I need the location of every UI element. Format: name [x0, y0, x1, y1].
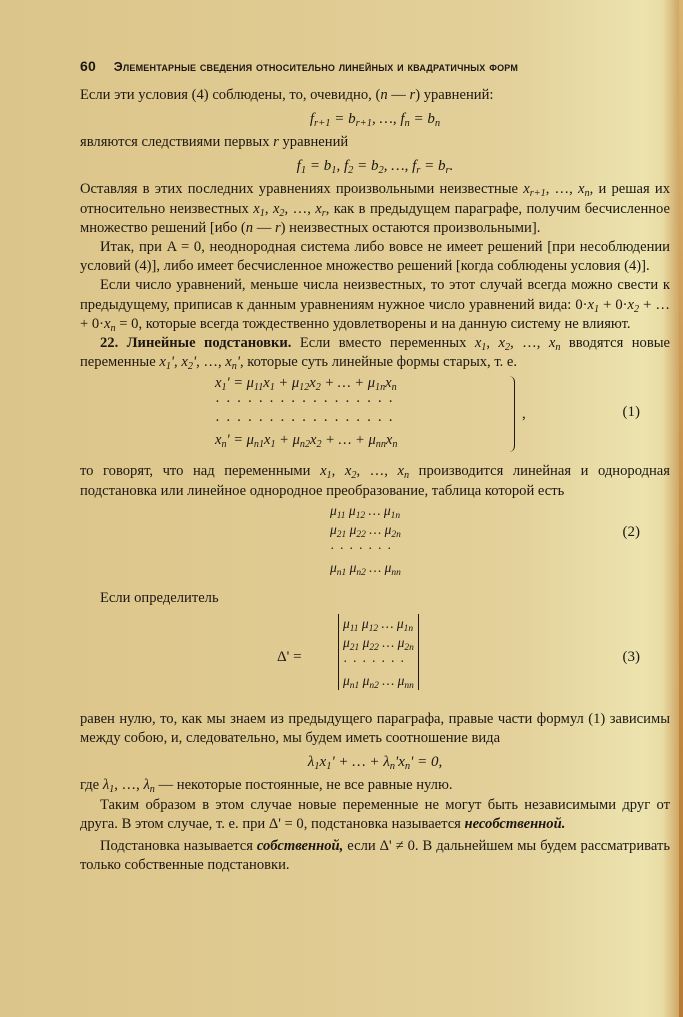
page-edge	[679, 0, 683, 1017]
determinant-3: Δ' = $\mu_{11}$ $\mu_{12}$ … $\mu_{1n}$ $\mu_{21}$ $\mu_{22}$ … $\mu_{2n}$ ······· $\mu_{n1}$ $\mu_{n2}$ … $\mu_{nn}$ (3)	[277, 616, 640, 692]
system-row-first: $x_1' = \mu_{11}x_1 + \mu_{12}x_2$ + … + $\mu_{1n}x_n$	[215, 375, 397, 394]
book-page	[80, 58, 670, 875]
paragraph-improper: Таким образом в этом случае новые переменные не могут быть независимыми друг от друга. В этом случае, т. е. при Δ' = 0, подстановка называется несобственной.	[80, 796, 670, 832]
equation-number-2: (2)	[622, 523, 640, 540]
term-proper: собственной,	[256, 838, 344, 855]
equation-system-1: $x_1' = \mu_{11}x_1 + \mu_{12}x_2$ + … + $\mu_{1n}x_n$ ················· ················· $x_n' = \mu_{n1}x_1 + \mu_{n2}x_2$ + … + $\mu_{nn}x_n$ , (1)	[215, 375, 640, 451]
paragraph-arbitrary-unknowns: Оставляя в этих последних уравнениях произвольными неизвестные $x_{r+1}$, …, $x_n$, и решая их относительно неизвестных $x_1$, $x_2$, …, $x_r$, как в предыдущем параграфе, получим бесчисленное множество решений [ибо (n — r) неизвестных остаются произвольными].	[80, 181, 671, 236]
equation-number-3: (3)	[622, 649, 640, 666]
system-dots: ·················	[215, 413, 400, 430]
right-brace	[508, 376, 515, 452]
equation-dependence: $\lambda_1x_1'$ + … + $\lambda_n'x_n' = 0$,	[307, 754, 443, 773]
running-title: Элементарные сведения относительно линейных и квадратичных форм	[113, 60, 519, 74]
equation-first-r: $f_1 = b_1$, $f_2 = b_2$, …, $f_r = b_r$.	[296, 158, 454, 177]
paragraph-lambda-constants: где $\lambda_1$, …, $\lambda_n$ — некоторые постоянные, не все равные нулю.	[80, 777, 453, 796]
paragraph-consequences: являются следствиями первых r уравнений	[80, 134, 349, 151]
paragraph-zero-determinant: равен нулю, то, как мы знаем из предыдущего параграфа, правые части формул (1) зависимы между собою, и, следовательно, мы будем иметь соотношение вида	[80, 711, 670, 747]
paragraph-summary: Итак, при A = 0, неоднородная система либо вовсе не имеет решений [при несоблюдении условий (4)], либо имеет бесчисленное множество решений [когда соблюдены условия (4)].	[80, 239, 670, 275]
substitution-table-2: $\mu_{11}$ $\mu_{12}$ … $\mu_{1n}$ $\mu_{21}$ $\mu_{22}$ … $\mu_{2n}$ ······· $\mu_{n1}$ $\mu_{n2}$ … $\mu_{nn}$ (2)	[330, 502, 640, 578]
paragraph-if-determinant: Если определитель	[100, 589, 219, 606]
paragraph-proper: Подстановка называется собственной, если Δ' ≠ 0. В дальнейшем мы будем рассматривать только собственные подстановки.	[80, 838, 670, 874]
equation-remaining: $f_{r+1} = b_{r+1}$, …, $f_n = b_n$	[309, 111, 441, 130]
section-number: 22.	[100, 335, 119, 352]
equation-number-1: (1)	[622, 404, 640, 421]
paragraph-conditions: Если эти условия (4) соблюдены, то, очевидно, (n — r) уравнений:	[80, 87, 494, 103]
term-improper: несобственной.	[464, 815, 566, 832]
section-title: Линейные подстановки.	[126, 335, 292, 352]
page-number: 60	[80, 58, 96, 74]
running-header	[80, 58, 670, 74]
determinant-lhs: Δ' =	[277, 649, 302, 666]
paragraph-section-22: 22. Линейные подстановки. Если вместо переменных $x_1$, $x_2$, …, $x_n$ вводятся новые переменные $x_1'$, $x_2'$, …, $x_n'$, которые суть линейные формы старых, т. е.	[80, 335, 670, 373]
paragraph-fewer-equations: Если число уравнений, меньше числа неизвестных, то этот случай всегда можно свести к предыдущему, приписав к данным уравнениям нужное число уравнений вида: $0\cdot x_1 + 0\cdot x_2$ + … + $0\cdot x_n = 0$, которые всегда тождественно удовлетворены и на данную систему не влияют.	[80, 277, 670, 334]
paragraph-substitution-definition: то говорят, что над переменными $x_1$, $x_2$, …, $x_n$ производится линейная и однородная подстановка или линейное однородное преобразование, таблица которой есть	[80, 463, 671, 499]
system-dots: ·················	[215, 394, 400, 411]
system-row-last: $x_n' = \mu_{n1}x_1 + \mu_{n2}x_2$ + … + $\mu_{nn}x_n$	[215, 432, 398, 451]
